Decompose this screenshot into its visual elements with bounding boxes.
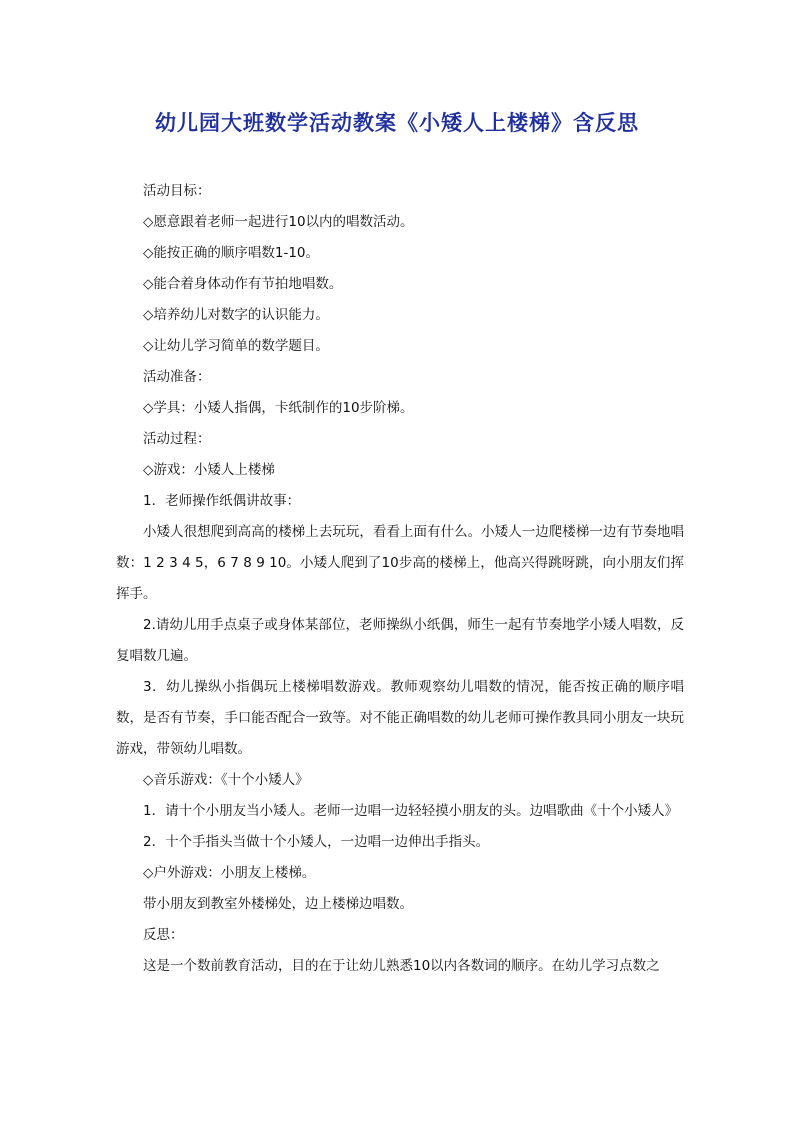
paragraph: ◇能合着身体动作有节拍地唱数。 — [143, 276, 343, 292]
paragraph: ◇音乐游戏：《十个小矮人》 — [143, 772, 309, 788]
paragraph: 活动准备： — [143, 369, 211, 385]
paragraph: 带小朋友到教室外楼梯处，边上楼梯边唱数。 — [143, 896, 413, 912]
paragraph: ◇愿意跟着老师一起进行10以内的唱数活动。 — [143, 214, 414, 230]
paragraph: ◇游戏：小矮人上楼梯 — [143, 462, 275, 478]
paragraph: ◇户外游戏：小朋友上楼梯。 — [143, 865, 316, 881]
paragraph: ◇让幼儿学习简单的数学题目。 — [143, 338, 329, 354]
paragraph: ◇能按正确的顺序唱数1-10。 — [143, 245, 320, 261]
paragraph: 小矮人很想爬到高高的楼梯上去玩玩，看看上面有什么。小矮人一边爬楼梯一边有节奏地唱数：1 2 3 4 5，6 7 8 9 10。小矮人爬到了10步高的楼梯上，他高兴得跳呀跳，向小朋友们挥挥手。 — [116, 524, 684, 602]
document-body — [116, 176, 684, 982]
paragraph: 2．十个手指头当做十个小矮人，一边唱一边伸出手指头。 — [143, 834, 490, 850]
paragraph: 活动过程： — [143, 431, 211, 447]
paragraph: 活动目标： — [143, 183, 211, 199]
document-title: 幼儿园大班数学活动教案《小矮人上楼梯》含反思 — [155, 110, 639, 135]
paragraph: ◇学具：小矮人指偶，卡纸制作的10步阶梯。 — [143, 400, 414, 416]
paragraph: 1．老师操作纸偶讲故事： — [143, 493, 301, 509]
paragraph: 1．请十个小朋友当小矮人。老师一边唱一边轻轻摸小朋友的头。边唱歌曲《十个小矮人》 — [143, 803, 679, 819]
paragraph: ◇培养幼儿对数字的认识能力。 — [143, 307, 329, 323]
paragraph: 2.请幼儿用手点桌子或身体某部位，老师操纵小纸偶，师生一起有节奏地学小矮人唱数，反复唱数几遍。 — [116, 617, 684, 664]
paragraph: 3．幼儿操纵小指偶玩上楼梯唱数游戏。教师观察幼儿唱数的情况，能否按正确的顺序唱数，是否有节奏，手口能否配合一致等。对不能正确唱数的幼儿老师可操作教具同小朋友一块玩游戏，带领幼儿唱数。 — [116, 679, 684, 757]
paragraph: 这是一个数前教育活动，目的在于让幼儿熟悉10以内各数词的顺序。在幼儿学习点数之 — [143, 958, 660, 974]
paragraph: 反思： — [143, 927, 184, 943]
